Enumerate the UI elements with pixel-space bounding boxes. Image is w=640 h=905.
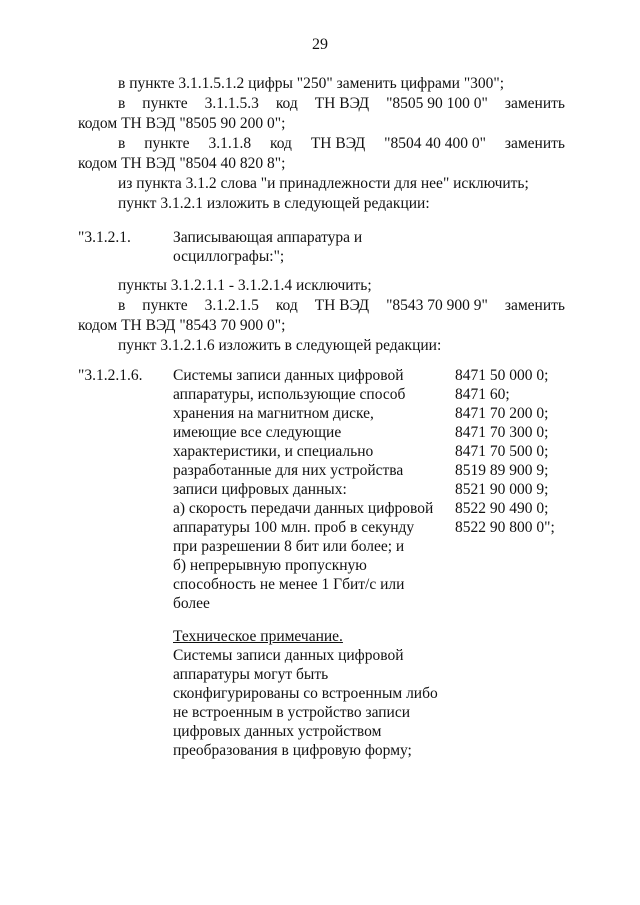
entry-2-text-line: аппаратуры, использующие способ — [173, 386, 406, 403]
entry-2-text-line: б) непрерывную пропускную — [173, 557, 367, 574]
word: "8543 70 900 9" — [386, 297, 488, 314]
word: 3.1.2.1.5 — [204, 297, 259, 314]
hs-code: 8522 90 800 0"; — [455, 519, 555, 536]
word: пункте — [142, 95, 188, 112]
word: ТН ВЭД — [314, 95, 370, 112]
entry-2-text-line: записи цифровых данных: — [173, 481, 347, 498]
word: 3.1.1.8 — [208, 135, 252, 152]
technical-note-line: преобразования в цифровую форму; — [173, 742, 412, 759]
word: код — [270, 135, 292, 152]
word: код — [275, 95, 298, 112]
hs-code: 8471 70 500 0; — [455, 443, 549, 460]
amendment-paragraph-4: из пункта 3.1.2 слова "и принадлежности для нее" исключить; — [118, 175, 529, 192]
technical-note-line: Системы записи данных цифровой — [173, 647, 404, 664]
technical-note-line: не встроенным в устройство записи — [173, 704, 411, 721]
amendment-paragraph-7-line-1 — [118, 296, 565, 315]
technical-note-line: аппаратуры могут быть — [173, 666, 329, 683]
hs-code: 8519 89 900 9; — [455, 462, 549, 479]
amendment-paragraph-7-line-2: кодом ТН ВЭД "8543 70 900 0"; — [78, 317, 286, 334]
technical-note-line: цифровых данных устройством — [173, 723, 382, 740]
entry-2-text-line: а) скорость передачи данных цифровой — [173, 500, 434, 517]
word: "8504 40 400 0" — [384, 135, 486, 152]
word: пункте — [144, 135, 190, 152]
word: пункте — [142, 297, 188, 314]
amendment-paragraph-2-line-1 — [118, 94, 565, 113]
technical-note-line: сконфигурированы со встроенным либо — [173, 685, 438, 702]
amendment-paragraph-6: пункты 3.1.2.1.1 - 3.1.2.1.4 исключить; — [118, 277, 372, 294]
amendment-paragraph-3-line-2: кодом ТН ВЭД "8504 40 820 8"; — [78, 155, 286, 172]
word: в — [118, 297, 126, 314]
amendment-paragraph-2-line-2: кодом ТН ВЭД "8505 90 200 0"; — [78, 115, 286, 132]
technical-note-title: Техническое примечание. — [173, 628, 343, 645]
entry-2-text-line: характеристики, и специально — [173, 443, 374, 460]
hs-code: 8471 60; — [455, 386, 510, 403]
word: заменить — [504, 135, 565, 152]
entry-2-text-line: имеющие все следующие — [173, 424, 342, 441]
entry-2-text-line: способность не менее 1 Гбит/с или — [173, 576, 405, 593]
hs-code: 8471 70 300 0; — [455, 424, 549, 441]
word: 3.1.1.5.3 — [204, 95, 259, 112]
entry-1-number: "3.1.2.1. — [78, 229, 131, 246]
entry-2-text-line: разработанные для них устройства — [173, 462, 404, 479]
amendment-paragraph-1: в пункте 3.1.1.5.1.2 цифры "250" заменить цифрами "300"; — [118, 75, 505, 92]
amendment-paragraph-3-line-1 — [118, 134, 565, 153]
amendment-paragraph-8: пункт 3.1.2.1.6 изложить в следующей редакции: — [118, 337, 442, 354]
entry-2-text-line: хранения на магнитном диске, — [173, 405, 374, 422]
word: в — [118, 135, 126, 152]
entry-2-text-line: Системы записи данных цифровой — [173, 367, 404, 384]
word: в — [118, 95, 126, 112]
entry-1-text-line: осциллографы:"; — [173, 248, 285, 265]
amendment-paragraph-5: пункт 3.1.2.1 изложить в следующей редакции: — [118, 195, 430, 212]
entry-2-text-line: аппаратуры 100 млн. проб в секунду — [173, 519, 415, 536]
word: заменить — [504, 297, 565, 314]
hs-code: 8521 90 000 9; — [455, 481, 549, 498]
hs-code: 8471 50 000 0; — [455, 367, 549, 384]
entry-2-number: "3.1.2.1.6. — [78, 367, 143, 384]
page-number: 29 — [312, 36, 328, 53]
word: "8505 90 100 0" — [386, 95, 488, 112]
hs-code: 8522 90 490 0; — [455, 500, 549, 517]
word: ТН ВЭД — [310, 135, 366, 152]
entry-2-text-line: при разрешении 8 бит или более; и — [173, 538, 405, 555]
word: код — [275, 297, 298, 314]
hs-code: 8471 70 200 0; — [455, 405, 549, 422]
entry-1-text-line: Записывающая аппаратура и — [173, 229, 363, 246]
word: заменить — [504, 95, 565, 112]
word: ТН ВЭД — [314, 297, 370, 314]
entry-2-text-line: более — [173, 595, 210, 612]
